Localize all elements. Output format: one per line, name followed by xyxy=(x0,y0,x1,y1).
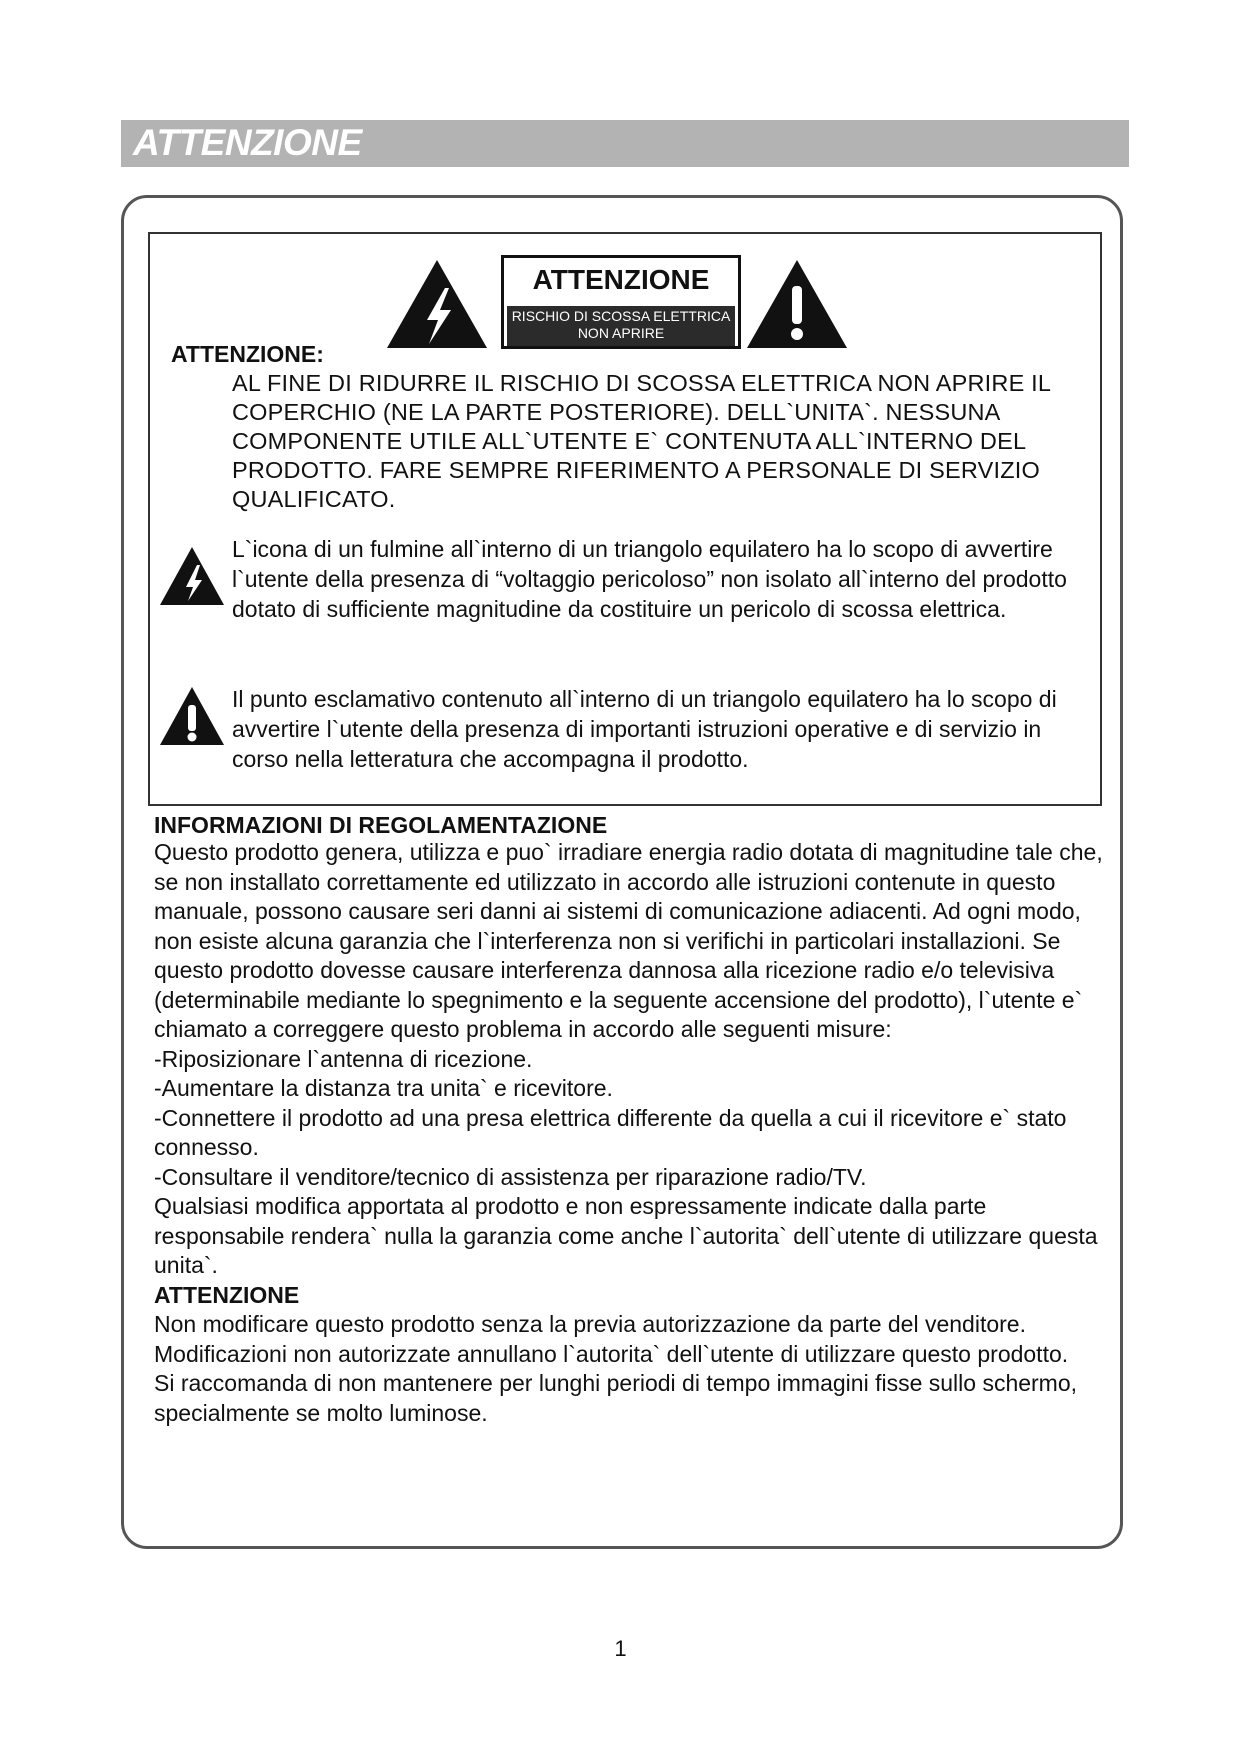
page-number: 1 xyxy=(614,1636,627,1661)
title-bar xyxy=(121,120,1129,167)
attention-heading: ATTENZIONE xyxy=(154,1281,300,1308)
measure-item: -Riposizionare l`antenna di ricezione. xyxy=(154,1045,533,1072)
measure-item: -Connettere il prodotto ad una presa elettrica differente da quella a cui il ricevitore e` stato connesso. xyxy=(154,1104,1067,1160)
attention-text: Non modificare questo prodotto senza la previa autorizzazione da parte del venditore. Modificazioni non autorizzate annullano l`autorita` dell`utente di utilizzare questo prodotto. xyxy=(154,1311,1069,1367)
caution-label-line1: RISCHIO DI SCOSSA ELETTRICA xyxy=(511,308,731,324)
exclamation-warning-icon xyxy=(745,258,849,350)
warning-caps-text: AL FINE DI RIDURRE IL RISCHIO DI SCOSSA ELETTRICA NON APRIRE IL COPERCHIO (NE LA PARTE POSTERIORE). DELL`UNITA`. NESSUNA COMPONENTE UTILE ALL`UTENTE E` CONTENUTA ALL`INTERNO DEL PRODOTTO. FARE SEMPRE RIFERIMENTO A PERSONALE DI SERVIZIO QUALIFICATO. xyxy=(232,370,1051,512)
caution-label-line2: NON APRIRE xyxy=(577,325,665,341)
measure-item: -Consultare il venditore/tecnico di assistenza per riparazione radio/TV. xyxy=(154,1163,867,1190)
regulation-body xyxy=(154,838,1109,1428)
exclamation-description: Il punto esclamativo contenuto all`interno di un triangolo equilatero ha lo scopo di avvertire l`utente della presenza di importanti istruzioni operative e di servizio in corso nella letteratura che accompagna il prodotto. xyxy=(232,686,1057,772)
regulation-intro: Questo prodotto genera, utilizza e puo` irradiare energia radio dotata di magnitudine tale che, se non installato correttamente ed utilizzato in accordo alle istruzioni contenute in questo manuale, possono causare seri danni ai sistemi di comunicazione adiacenti. Ad ogni modo, non esiste alcuna garanzia che l`interferenza non si verifichi in particolari installazioni. Se questo prodotto dovesse causare interferenza dannosa alla ricezione radio e/o televisiva (determinabile mediante lo spegnimento e la seguente accensione del prodotto), l`utente e` chiamato a correggere questo problema in accordo alle seguenti misure: xyxy=(154,839,1103,1042)
lightning-description: L`icona di un fulmine all`interno di un triangolo equilatero ha lo scopo di avvertire l`utente della presenza di “voltaggio pericoloso” non isolato all`interno del prodotto dotato di sufficiente magnitudine da costituire un pericolo di scossa elettrica. xyxy=(232,536,1067,622)
caution-label xyxy=(501,255,741,349)
page-title: ATTENZIONE xyxy=(133,122,362,163)
caution-label-title: ATTENZIONE xyxy=(532,264,710,295)
measure-item: -Aumentare la distanza tra unita` e ricevitore. xyxy=(154,1075,613,1101)
screen-advice: Si raccomanda di non mantenere per lunghi periodi di tempo immagini fisse sullo schermo, specialmente se molto luminose. xyxy=(154,1370,1078,1426)
lightning-warning-icon xyxy=(385,258,489,350)
exclamation-small-icon xyxy=(158,685,226,747)
lightning-small-icon xyxy=(158,545,226,607)
modification-text: Qualsiasi modifica apportata al prodotto e non espressamente indicate dalla parte responsabile rendera` nulla la garanzia come anche l`autorita` dell`utente di utilizzare questa unita`. xyxy=(154,1193,1098,1278)
regulation-heading: INFORMAZIONI DI REGOLAMENTAZIONE xyxy=(154,812,608,838)
warning-heading: ATTENZIONE: xyxy=(171,341,324,367)
caution-label-band xyxy=(507,306,735,346)
